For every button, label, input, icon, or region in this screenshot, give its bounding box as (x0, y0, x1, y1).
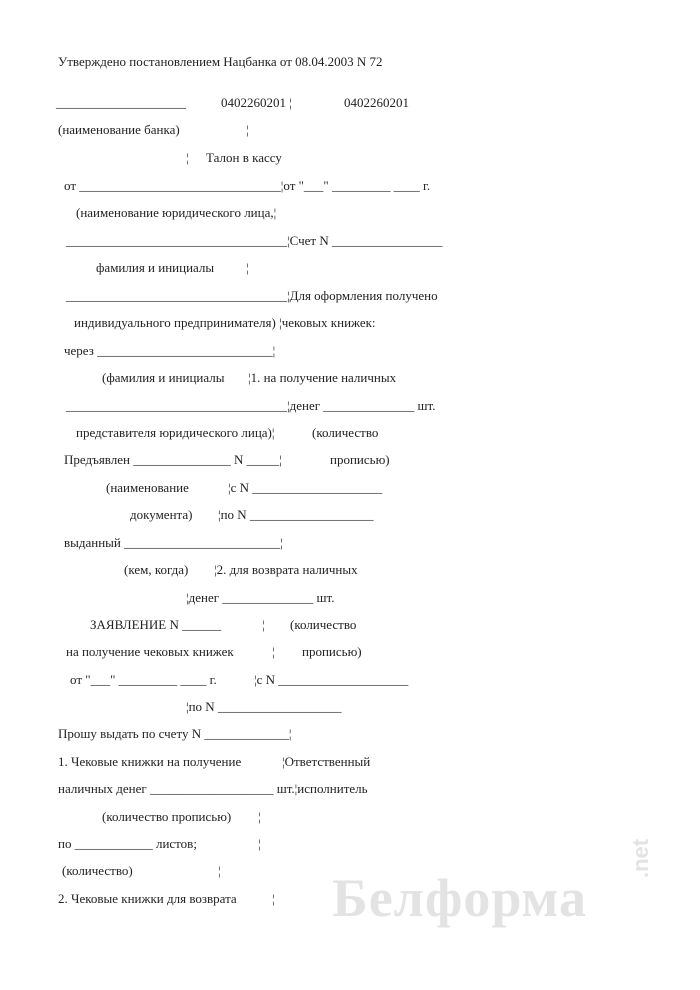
entrepreneur-caption: индивидуального предпринимателя) ¦чековых книжек: (74, 315, 376, 330)
cash-amount-line: наличных денег ___________________ шт.¦исполнитель (58, 781, 368, 796)
quantity-caption: (количество (290, 617, 357, 632)
separator: ¦ (272, 644, 275, 659)
quantity-short-caption: (количество) (62, 863, 133, 878)
bank-name-blank: ____________________ (56, 95, 186, 110)
account-line: __________________________________¦Счет N _________________ (66, 233, 443, 248)
to-number-line: ¦по N ___________________ (186, 699, 342, 714)
representative-caption: представителя юридического лица)¦ (76, 425, 275, 440)
issued-by-caption: (кем, когда) (124, 562, 189, 577)
separator: ¦ (218, 863, 221, 878)
bank-code-2: 0402260201 (344, 95, 409, 110)
in-words-caption: прописью) (330, 452, 390, 467)
issued-by-line: выданный ________________________¦ (64, 535, 283, 550)
separator: ¦ (258, 836, 261, 851)
cash-count-line: __________________________________¦денег ______________ шт. (66, 398, 436, 413)
issued-line: __________________________________¦Для оформления получено (66, 288, 438, 303)
cash-withdrawal-item: ¦1. на получение наличных (248, 370, 397, 385)
separator: ¦ (246, 122, 249, 137)
responsible-caption: ¦Ответственный (282, 754, 371, 769)
from-line: от _______________________________¦от "___" _________ ____ г. (64, 178, 431, 193)
from-number-line: ¦с N ____________________ (228, 480, 383, 495)
in-words-caption: прописью) (302, 644, 362, 659)
separator: ¦ (262, 617, 265, 632)
checkbooks-deposit-item: 2. Чековые книжки для возврата (58, 891, 237, 906)
approval-header: Утверждено постановлением Нацбанка от 08.04.2003 N 72 (58, 54, 383, 69)
from-number-line: ¦с N ____________________ (254, 672, 409, 687)
separator: ¦ (272, 891, 275, 906)
document-name-caption: (наименование (106, 480, 189, 495)
legal-entity-caption: (наименование юридического лица,¦ (76, 205, 277, 220)
application-subtitle: на получение чековых книжек (66, 644, 234, 659)
through-line: через ___________________________¦ (64, 343, 276, 358)
deposit-count-line: ¦денег ______________ шт. (186, 590, 335, 605)
representative-name-caption: (фамилия и инициалы (102, 370, 225, 385)
bank-name-caption: (наименование банка) (58, 122, 180, 137)
cash-slip-title: Талон в кассу (206, 150, 282, 165)
watermark-brand: Белформа (332, 868, 587, 928)
watermark-suffix: .net (628, 838, 653, 878)
to-number-line: ¦по N ___________________ (218, 507, 374, 522)
application-title: ЗАЯВЛЕНИЕ N ______ (90, 617, 222, 632)
presented-line: Предъявлен _______________ N _____¦ (64, 452, 282, 467)
quantity-in-words-caption: (количество прописью) (102, 809, 232, 824)
cash-deposit-item: ¦2. для возврата наличных (214, 562, 358, 577)
checkbooks-withdrawal-item: 1. Чековые книжки на получение (58, 754, 242, 769)
request-line: Прошу выдать по счету N _____________¦ (58, 726, 292, 741)
bank-code-1: 0402260201 ¦ (221, 95, 292, 110)
quantity-caption: (количество (312, 425, 379, 440)
separator: ¦ (186, 150, 189, 165)
separator: ¦ (246, 260, 249, 275)
separator: ¦ (258, 809, 261, 824)
sheets-line: по ____________ листов; (58, 836, 197, 851)
document-caption: документа) (130, 507, 193, 522)
application-date-line: от "___" _________ ____ г. (70, 672, 217, 687)
surname-caption: фамилия и инициалы (96, 260, 215, 275)
